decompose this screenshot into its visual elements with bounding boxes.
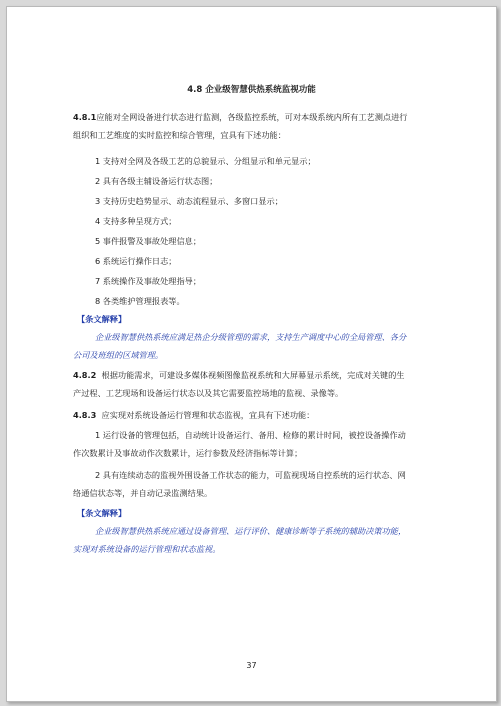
section-title: 4.8 企业级智慧供热系统监视功能 — [187, 85, 316, 95]
list-item: 2 具有连续动态的监视外围设备工作状态的能力，可监视现场自控系统的运行状态、网 — [95, 470, 406, 480]
clause-4-8-1 — [73, 111, 407, 123]
list-item: 8 各类维护管理报表等。 — [95, 296, 185, 306]
list-item: 5 事件报警及事故处理信息； — [95, 236, 202, 246]
list-item: 1 支持对全网及各级工艺的总貌显示、分组显示和单元显示； — [95, 156, 316, 166]
clause-4-8-3 — [73, 409, 314, 421]
commentary-text: 实现对系统设备的运行管理和状态监视。 — [73, 544, 221, 554]
commentary-tag: 【条文解释】 — [77, 314, 127, 324]
clause-text-continued: 产过程、工艺现场和设备运行状态以及其它需要监控场地的监视、录像等。 — [73, 388, 344, 398]
list-item: 3 支持历史趋势显示、动态流程显示、多窗口显示； — [95, 196, 283, 206]
commentary-text: 公司及班组的区域管理。 — [73, 350, 164, 360]
clause-text: 根据功能需求，可建设多媒体视频图像监视系统和大屏幕显示系统，完成对关键的生 — [101, 370, 405, 380]
list-item-continued: 络通信状态等，并自动记录监测结果。 — [73, 488, 213, 498]
clause-4-8-2 — [73, 369, 404, 381]
list-item: 6 系统运行操作日志； — [95, 256, 177, 266]
commentary-text: 企业级智慧供热系统应满足热企分级管理的需求，支持生产调度中心的全局管理、各分 — [95, 332, 407, 342]
clause-number: 4.8.3 — [73, 410, 97, 420]
clause-number: 4.8.1 — [73, 112, 97, 122]
commentary-tag: 【条文解释】 — [77, 508, 127, 518]
clause-text: 应能对全网设备进行状态进行监测，各级监控系统，可对本级系统内所有工艺测点进行 — [96, 112, 408, 122]
list-item: 4 支持多种呈现方式； — [95, 216, 177, 226]
page-number: 37 — [246, 661, 257, 670]
list-item-continued: 作次数累计及事故动作次数累计，运行参数及经济指标等计算； — [73, 448, 303, 458]
list-item: 2 具有各级主辅设备运行状态图； — [95, 176, 218, 186]
clause-text-continued: 组织和工艺维度的实时监控和综合管理，宜具有下述功能： — [73, 130, 286, 140]
clause-number: 4.8.2 — [73, 370, 97, 380]
commentary-text: 企业级智慧供热系统应通过设备管理、运行评价、健康诊断等子系统的辅助决策功能， — [95, 526, 407, 536]
document-page — [6, 6, 497, 702]
clause-text: 应实现对系统设备运行管理和状态监视，宜具有下述功能： — [101, 410, 315, 420]
list-item: 1 运行设备的管理包括，自动统计设备运行、备用、检修的累计时间，被控设备操作动 — [95, 430, 406, 440]
list-item: 7 系统操作及事故处理指导； — [95, 276, 202, 286]
